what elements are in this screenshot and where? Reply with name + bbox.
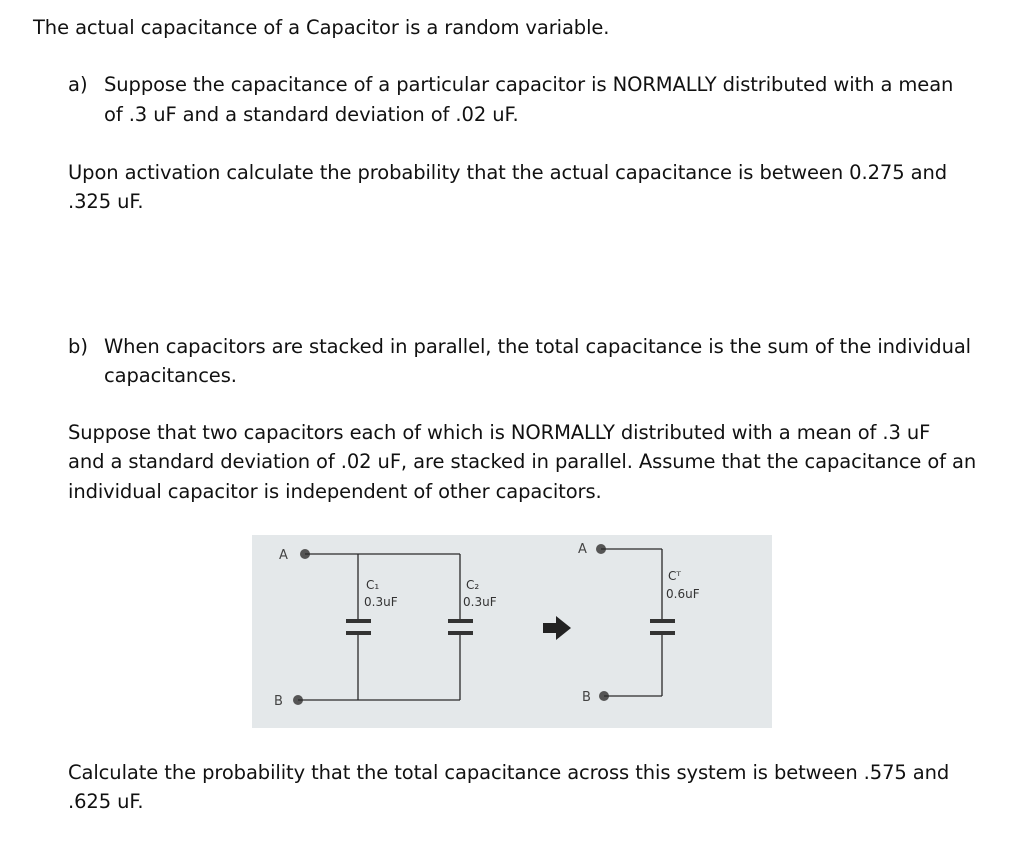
capacitor-c2-value: 0.3uF: [463, 595, 497, 609]
capacitor-c1-name: C₁: [366, 578, 380, 592]
intro-statement: The actual capacitance of a Capacitor is a random variable.: [33, 16, 610, 39]
part-b-setup-line: Suppose that two capacitors each of which is NORMALLY distributed with a mean of .3 uF: [68, 421, 931, 444]
part-b-prompt-line: Calculate the probability that the total capacitance across this system is between .575 and: [68, 761, 950, 784]
capacitor-ct-value: 0.6uF: [666, 587, 700, 601]
node-a-label: A: [578, 542, 587, 557]
part-a-label: a): [68, 73, 88, 96]
capacitor-ct-name: Cᵀ: [668, 569, 681, 583]
part-b-label: b): [68, 335, 88, 358]
part-a-question-line: of .3 uF and a standard deviation of .02 uF.: [104, 103, 519, 126]
node-b-label: B: [274, 694, 283, 709]
parallel-capacitor-diagram: [252, 535, 772, 728]
part-b-question-line: capacitances.: [104, 364, 237, 387]
part-a-prompt-line: .325 uF.: [68, 190, 144, 213]
part-b-setup-line: individual capacitor is independent of other capacitors.: [68, 480, 602, 503]
node-b-label: B: [582, 690, 591, 705]
part-a-prompt-line: Upon activation calculate the probability that the actual capacitance is between 0.275 and: [68, 161, 947, 184]
part-b-setup-line: and a standard deviation of .02 uF, are stacked in parallel. Assume that the capacitance of an: [68, 450, 977, 473]
part-b-question-line: When capacitors are stacked in parallel, the total capacitance is the sum of the individual: [104, 335, 971, 358]
node-a-label: A: [279, 548, 288, 563]
part-a-question-line: Suppose the capacitance of a particular capacitor is NORMALLY distributed with a mean: [104, 73, 954, 96]
capacitor-c1-value: 0.3uF: [364, 595, 398, 609]
diagram-background: [252, 535, 772, 728]
capacitor-c2-name: C₂: [466, 578, 480, 592]
part-b-prompt-line: .625 uF.: [68, 790, 144, 813]
